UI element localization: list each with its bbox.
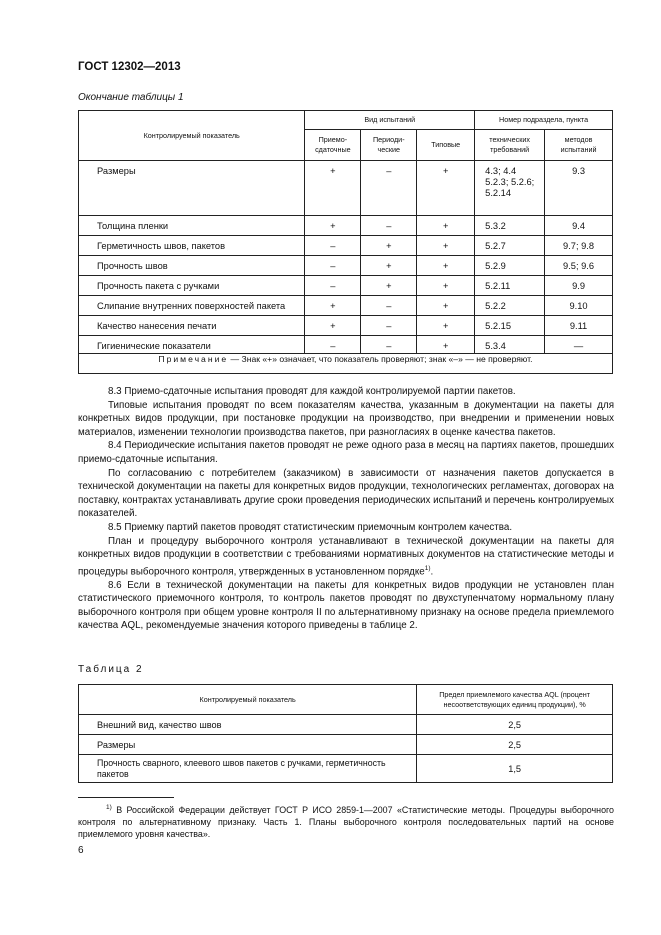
cell-type: + [417, 236, 475, 256]
cell-method: 9.5; 9.6 [545, 256, 613, 276]
cell-accept: + [305, 316, 361, 336]
cell-type: + [417, 296, 475, 316]
cell-period: – [361, 296, 417, 316]
cell-accept: + [305, 161, 361, 216]
table-row [79, 296, 613, 316]
table-row [79, 336, 613, 354]
cell-period: – [361, 316, 417, 336]
row-name: Внешний вид, качество швов [79, 715, 417, 735]
table1-note [79, 354, 613, 374]
cell-aql: 1,5 [417, 755, 613, 783]
paragraph-8-4: 8.4 Периодические испытания пакетов проводят не реже одного раза в месяц на партиях пакетов, прошедших приемо-сдаточные испытания. [78, 440, 614, 465]
cell-method: — [545, 336, 613, 354]
table2-header-param: Контролируемый показатель [79, 685, 417, 715]
cell-type: + [417, 256, 475, 276]
paragraph-plan-text: План и процедуру выборочного контроля устанавливают в технической документации на пакеты для конкретных видов продукции в соответствии с требованиями нормативных документов на статистические методы и процедуры выборочного контроля, утвержденных в установленном порядке [78, 535, 614, 577]
table1-caption: Окончание таблицы 1 [78, 92, 184, 103]
cell-accept: – [305, 256, 361, 276]
cell-tech: 5.2.15 [475, 316, 545, 336]
cell-accept: + [305, 296, 361, 316]
footnote-text: В Российской Федерации действует ГОСТ Р ИСО 2859-1—2007 «Статистические методы. Процедуры выборочного контроля по альтернативному признаку. Часть 1. Планы выборочного контроля последовательных партий на основе приемлемого уровня качества». [78, 804, 614, 839]
cell-type: + [417, 161, 475, 216]
cell-accept: – [305, 276, 361, 296]
table-row [79, 216, 613, 236]
table1-header-param: Контролируемый показатель [79, 111, 305, 161]
footnote-mark: 1) [106, 804, 112, 811]
page-number: 6 [78, 845, 84, 856]
cell-period: – [361, 336, 417, 354]
paragraph-8-3: 8.3 Приемо-сдаточные испытания проводят для каждой контролируемой партии пакетов. [108, 386, 516, 397]
cell-period: + [361, 256, 417, 276]
cell-period: + [361, 276, 417, 296]
row-name: Размеры [79, 161, 305, 216]
cell-tech: 5.2.2 [475, 296, 545, 316]
cell-method: 9.9 [545, 276, 613, 296]
row-name: Качество нанесения печати [79, 316, 305, 336]
cell-type: + [417, 336, 475, 354]
table2-header-aql: Предел приемлемого качества AQL (процент несоответствующих единиц продукции), % [417, 685, 613, 715]
row-name: Размеры [79, 735, 417, 755]
table-row [79, 161, 613, 216]
cell-aql: 2,5 [417, 715, 613, 735]
table1-header-period: Периоди-ческие [361, 130, 417, 161]
footnote-divider [78, 797, 174, 798]
table1-header-type: Типовые [417, 130, 475, 161]
cell-tech: 4.3; 4.4 5.2.3; 5.2.6; 5.2.14 [475, 161, 545, 216]
table1 [78, 110, 613, 374]
table1-header-ref: Номер подраздела, пункта [475, 111, 613, 130]
table-row [79, 236, 613, 256]
row-name: Гигиенические показатели [79, 336, 305, 354]
cell-type: + [417, 276, 475, 296]
cell-tech: 5.3.2 [475, 216, 545, 236]
row-name: Прочность пакета с ручками [79, 276, 305, 296]
table-row [79, 256, 613, 276]
body-text [78, 385, 614, 633]
cell-accept: + [305, 216, 361, 236]
cell-method: 9.7; 9.8 [545, 236, 613, 256]
cell-tech: 5.3.4 [475, 336, 545, 354]
table-row [79, 316, 613, 336]
table1-header-methods: методов испытаний [545, 130, 613, 161]
footnote-ref: 1) [424, 564, 431, 572]
table-row [79, 276, 613, 296]
cell-method: 9.3 [545, 161, 613, 216]
row-name: Прочность швов [79, 256, 305, 276]
table2 [78, 684, 613, 783]
cell-type: + [417, 316, 475, 336]
cell-type: + [417, 216, 475, 236]
row-name: Герметичность швов, пакетов [79, 236, 305, 256]
paragraph-plan [78, 535, 614, 579]
row-name: Прочность сварного, клеевого швов пакетов с ручками, герметичность пакетов [79, 755, 417, 783]
cell-accept: – [305, 336, 361, 354]
paragraph-type-tests: Типовые испытания проводят по всем показателям качества, указанным в документации на пакеты для конкретных видов продукции, при постановке продукции на производство, при внедрении и применении новых материалов, изменении технологии производства пакетов, при разногласиях в оценке качества пакетов. [78, 399, 614, 438]
cell-tech: 5.2.9 [475, 256, 545, 276]
cell-accept: – [305, 236, 361, 256]
table1-header-accept: Приемо-сдаточные [305, 130, 361, 161]
document-header: ГОСТ 12302—2013 [78, 61, 181, 73]
table-row [79, 735, 613, 755]
cell-tech: 5.2.11 [475, 276, 545, 296]
note-text: — Знак «+» означает, что показатель проверяют; знак «–» — не проверяют. [228, 354, 533, 364]
cell-method: 9.10 [545, 296, 613, 316]
table1-header-tech: технических требований [475, 130, 545, 161]
table2-caption: Таблица 2 [78, 664, 144, 675]
paragraph-agreement: По согласованию с потребителем (заказчиком) в зависимости от назначения пакетов допускается в технической документации на пакеты для конкретных видов продукции, технологических регламентах, договорах на поставку, контрактах устанавливать другие сроки проведения периодических испытаний и перечень контролируемых показателей. [78, 467, 614, 520]
row-name: Толщина пленки [79, 216, 305, 236]
table-row [79, 755, 613, 783]
paragraph-8-5: 8.5 Приемку партий пакетов проводят статистическим приемочным контролем качества. [108, 521, 513, 533]
row-name: Слипание внутренних поверхностей пакета [79, 296, 305, 316]
cell-period: – [361, 161, 417, 216]
cell-tech: 5.2.7 [475, 236, 545, 256]
table-row [79, 715, 613, 735]
paragraph-plan-end: . [430, 565, 434, 577]
paragraph-8-6: 8.6 Если в технической документации на пакеты для конкретных видов продукции не установлен план статистического приемочного контроля, то контроль пакетов проводят по двухступенчатому нормальному плану выборочного контроля при общем уровне контроля II по альтернативному признаку на основе предела приемлемого качества AQL, рекомендуемые значения которого приведены в таблице 2. [78, 579, 614, 632]
cell-period: – [361, 216, 417, 236]
table1-header-tests: Вид испытаний [305, 111, 475, 130]
cell-period: + [361, 236, 417, 256]
cell-method: 9.11 [545, 316, 613, 336]
footnote [78, 802, 614, 840]
cell-method: 9.4 [545, 216, 613, 236]
note-label: Примечание [158, 354, 229, 364]
cell-aql: 2,5 [417, 735, 613, 755]
